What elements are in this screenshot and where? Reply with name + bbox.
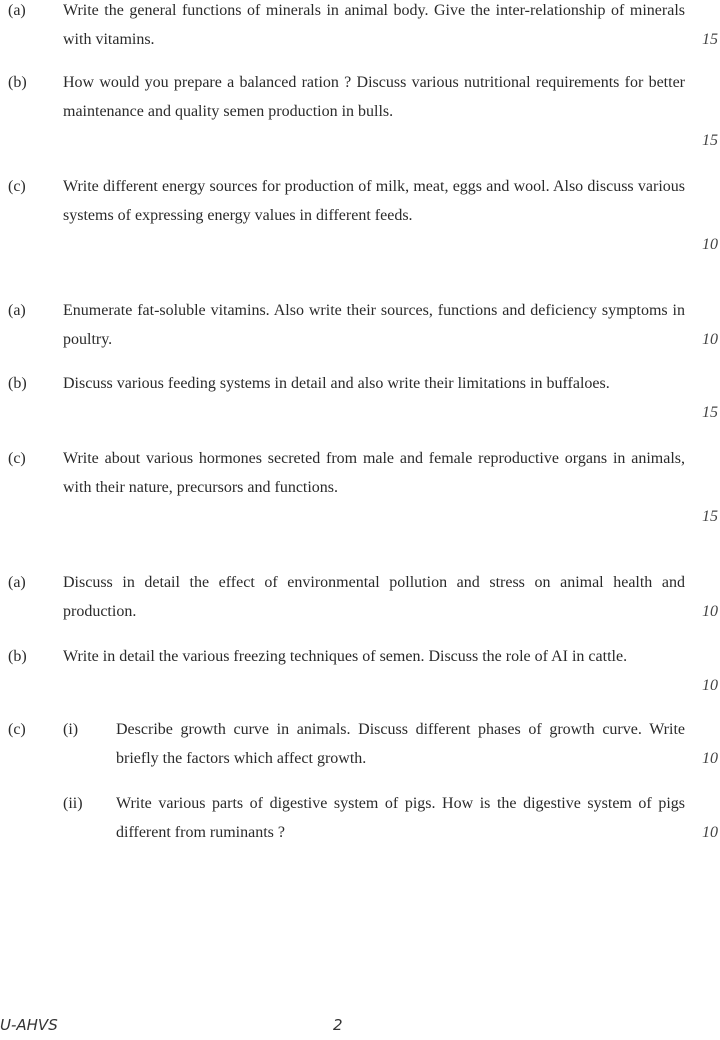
paper-code: U-AHVS bbox=[0, 1016, 58, 1034]
question-text: Write the general functions of minerals in animal body. Give the inter-relationship of minerals with vitamins. bbox=[63, 2, 685, 48]
question-text: Discuss various feeding systems in detail and also write their limitations in buffaloes. bbox=[63, 375, 610, 392]
marks: 15 bbox=[702, 508, 718, 525]
question-text: Write different energy sources for production of milk, meat, eggs and wool. Also discuss various systems of expressing energy values in different feeds. bbox=[63, 178, 685, 224]
page-number: 2 bbox=[333, 1016, 343, 1034]
question-label: (c) bbox=[8, 178, 26, 195]
question-text: Write about various hormones secreted from male and female reproductive organs in animals, with their nature, precursors and functions. bbox=[63, 450, 685, 496]
marks: 10 bbox=[702, 677, 718, 694]
question-label: (b) bbox=[8, 648, 27, 665]
question-text: Describe growth curve in animals. Discuss different phases of growth curve. Write briefly the factors which affect growth. bbox=[116, 721, 685, 767]
marks: 15 bbox=[702, 132, 718, 149]
question-label: (c) bbox=[8, 450, 26, 467]
question-text: Enumerate fat-soluble vitamins. Also write their sources, functions and deficiency symptoms in poultry. bbox=[63, 302, 685, 348]
question-text: Write in detail the various freezing techniques of semen. Discuss the role of AI in cattle. bbox=[63, 648, 628, 665]
question-label: (a) bbox=[8, 302, 26, 319]
marks: 10 bbox=[702, 750, 718, 767]
marks: 10 bbox=[702, 824, 718, 841]
subquestion-label: (ii) bbox=[63, 795, 83, 812]
question-text: Discuss in detail the effect of environmental pollution and stress on animal health and production. bbox=[63, 574, 685, 620]
question-text: Write various parts of digestive system of pigs. How is the digestive system of pigs different from ruminants ? bbox=[116, 795, 685, 841]
marks: 15 bbox=[702, 404, 718, 421]
subquestion-label: (i) bbox=[63, 721, 79, 738]
question-label: (b) bbox=[8, 375, 27, 392]
question-label: (b) bbox=[8, 74, 27, 91]
marks: 10 bbox=[702, 331, 718, 348]
question-text: How would you prepare a balanced ration ? Discuss various nutritional requirements for better maintenance and quality semen production in bulls. bbox=[63, 74, 685, 120]
marks: 10 bbox=[702, 603, 718, 620]
question-label: (a) bbox=[8, 574, 26, 591]
marks: 10 bbox=[702, 236, 718, 253]
question-label: (a) bbox=[8, 2, 26, 19]
question-label: (c) bbox=[8, 721, 26, 738]
marks: 15 bbox=[702, 31, 718, 48]
